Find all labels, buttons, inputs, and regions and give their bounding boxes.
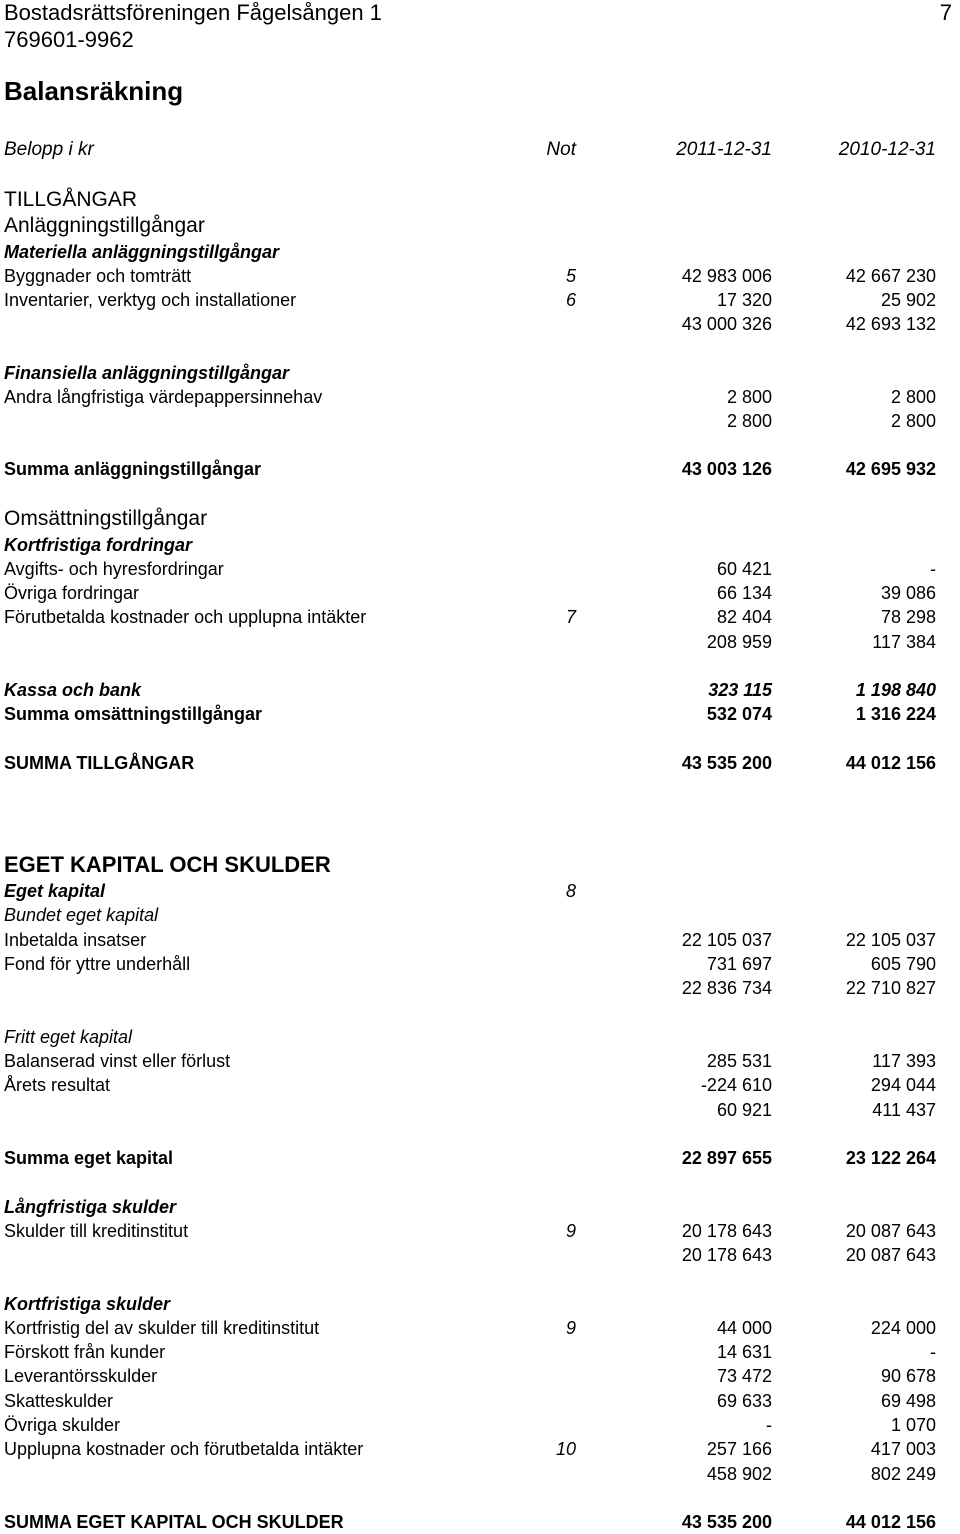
- row-label: Avgifts- och hyresfordringar: [4, 559, 224, 579]
- table-row: [0, 1146, 960, 1170]
- value-2010: 2 800: [890, 387, 936, 407]
- value-2011: 257 166: [706, 1439, 772, 1459]
- row-label: Skatteskulder: [4, 1391, 114, 1411]
- row-label: Balanserad vinst eller förlust: [4, 1051, 231, 1071]
- value-2011: -: [766, 1415, 772, 1435]
- value-2010: 20 087 643: [845, 1221, 936, 1241]
- value-2011: 323 115: [708, 680, 772, 700]
- table-row: [0, 928, 960, 952]
- table-row: [0, 605, 960, 629]
- value-2010: 411 437: [872, 1100, 936, 1120]
- organization-name: Bostadsrättsföreningen Fågelsången 1: [4, 0, 382, 25]
- row-label: Anläggningstillgångar: [4, 214, 205, 237]
- value-2011: 69 633: [716, 1391, 772, 1411]
- table-row: [0, 188, 960, 212]
- note-ref: 9: [565, 1318, 576, 1338]
- table-row: [0, 361, 960, 385]
- value-2010: 2010-12-31: [838, 139, 936, 160]
- note-ref: 6: [565, 290, 576, 310]
- row-label: Belopp i kr: [4, 139, 94, 160]
- value-2010: 22 105 037: [845, 930, 936, 950]
- table-row: [0, 240, 960, 264]
- table-row: [0, 879, 960, 903]
- value-2011: 42 983 006: [681, 266, 772, 286]
- value-2011: 731 697: [706, 954, 772, 974]
- row-label: Förutbetalda kostnader och upplupna intäkter: [4, 607, 367, 627]
- value-2011: 20 178 643: [681, 1221, 772, 1241]
- note-ref: Not: [546, 139, 576, 160]
- page-title: Balansräkning: [4, 76, 184, 106]
- note-ref: 10: [555, 1439, 576, 1459]
- value-2011: -224 610: [700, 1075, 772, 1095]
- table-row: [0, 288, 960, 312]
- value-2010: 90 678: [880, 1366, 936, 1386]
- table-row: [0, 751, 960, 775]
- value-2010: -: [930, 559, 936, 579]
- table-row: [0, 702, 960, 726]
- table-row: [0, 1073, 960, 1097]
- row-label: Kortfristiga fordringar: [4, 535, 193, 555]
- row-label: Övriga fordringar: [4, 583, 140, 603]
- value-2010: 224 000: [870, 1318, 936, 1338]
- table-row: [0, 507, 960, 531]
- table-row: [0, 1389, 960, 1413]
- row-label: Årets resultat: [4, 1075, 111, 1095]
- table-row: [0, 853, 960, 877]
- table-row: [0, 1413, 960, 1437]
- table-row: [0, 533, 960, 557]
- table-row: [0, 264, 960, 288]
- table-row: [0, 1049, 960, 1073]
- value-2011: 2 800: [726, 387, 772, 407]
- table-row: [0, 1462, 960, 1486]
- value-2011: 458 902: [706, 1464, 772, 1484]
- value-2010: 69 498: [880, 1391, 936, 1411]
- value-2011: 22 105 037: [681, 930, 772, 950]
- value-2011: 20 178 643: [681, 1245, 772, 1265]
- note-ref: 8: [565, 881, 576, 901]
- row-label: Skulder till kreditinstitut: [4, 1221, 189, 1241]
- value-2011: 44 000: [716, 1318, 772, 1338]
- table-row: [0, 1243, 960, 1267]
- row-label: Fritt eget kapital: [4, 1027, 133, 1047]
- value-2011: 43 000 326: [681, 314, 772, 334]
- page-number: 7: [939, 0, 952, 25]
- table-row: [0, 1292, 960, 1316]
- value-2010: 44 012 156: [845, 1512, 936, 1532]
- organization-number: 769601-9962: [4, 27, 134, 52]
- value-2011: 43 003 126: [681, 459, 772, 479]
- value-2011: 285 531: [706, 1051, 772, 1071]
- value-2010: 25 902: [880, 290, 936, 310]
- table-row: [0, 557, 960, 581]
- note-ref: 7: [565, 607, 576, 627]
- row-label: Finansiella anläggningstillgångar: [4, 363, 290, 383]
- table-row: [0, 952, 960, 976]
- value-2010: 2 800: [890, 411, 936, 431]
- table-row: [0, 976, 960, 1000]
- table-row: [0, 1316, 960, 1340]
- value-2011: 66 134: [716, 583, 772, 603]
- value-2011: 2 800: [726, 411, 772, 431]
- table-row: [0, 1025, 960, 1049]
- value-2010: 23 122 264: [845, 1148, 936, 1168]
- value-2011: 43 535 200: [681, 1512, 772, 1532]
- row-label: Upplupna kostnader och förutbetalda intäkter: [4, 1439, 364, 1459]
- table-row: [0, 214, 960, 238]
- table-row: [0, 630, 960, 654]
- value-2010: 42 667 230: [845, 266, 936, 286]
- row-label: Inventarier, verktyg och installationer: [4, 290, 297, 310]
- value-2011: 208 959: [706, 632, 772, 652]
- table-row: [0, 1364, 960, 1388]
- value-2011: 532 074: [706, 704, 772, 724]
- column-header-row: [0, 138, 960, 162]
- value-2011: 22 836 734: [681, 978, 772, 998]
- table-row: [0, 678, 960, 702]
- table-row: [0, 385, 960, 409]
- value-2010: 22 710 827: [845, 978, 936, 998]
- value-2011: 60 921: [716, 1100, 772, 1120]
- table-row: [0, 457, 960, 481]
- table-row: [0, 903, 960, 927]
- value-2010: 39 086: [880, 583, 936, 603]
- value-2010: 117 393: [872, 1051, 936, 1071]
- value-2011: 22 897 655: [681, 1148, 772, 1168]
- value-2010: 802 249: [870, 1464, 936, 1484]
- value-2010: 1 316 224: [855, 704, 936, 724]
- table-row: [0, 312, 960, 336]
- value-2011: 43 535 200: [681, 753, 772, 773]
- row-label: SUMMA TILLGÅNGAR: [4, 753, 195, 773]
- row-label: Bundet eget kapital: [4, 905, 159, 925]
- row-label: Omsättningstillgångar: [4, 507, 208, 530]
- value-2010: 42 695 932: [845, 459, 936, 479]
- row-label: Inbetalda insatser: [4, 930, 147, 950]
- note-ref: 9: [565, 1221, 576, 1241]
- row-label: SUMMA EGET KAPITAL OCH SKULDER: [4, 1512, 344, 1532]
- row-label: Eget kapital: [4, 881, 106, 901]
- value-2011: 82 404: [716, 607, 772, 627]
- value-2011: 14 631: [716, 1342, 772, 1362]
- row-label: Förskott från kunder: [4, 1342, 166, 1362]
- table-row: [0, 1098, 960, 1122]
- row-label: Kortfristiga skulder: [4, 1294, 171, 1314]
- value-2010: 20 087 643: [845, 1245, 936, 1265]
- value-2011: 2011-12-31: [676, 139, 772, 160]
- value-2010: 417 003: [870, 1439, 936, 1459]
- note-ref: 5: [565, 266, 576, 286]
- value-2011: 73 472: [716, 1366, 772, 1386]
- row-label: Långfristiga skulder: [4, 1197, 177, 1217]
- value-2010: 1 070: [890, 1415, 936, 1435]
- table-row: [0, 1437, 960, 1461]
- row-label: Andra långfristiga värdepappersinnehav: [4, 387, 323, 407]
- row-label: Leverantörsskulder: [4, 1366, 158, 1386]
- value-2010: 605 790: [870, 954, 936, 974]
- value-2010: 117 384: [872, 632, 936, 652]
- row-label: Fond för yttre underhåll: [4, 954, 191, 974]
- row-label: Summa omsättningstillgångar: [4, 704, 263, 724]
- row-label: Summa anläggningstillgångar: [4, 459, 262, 479]
- value-2010: 294 044: [870, 1075, 936, 1095]
- row-label: Summa eget kapital: [4, 1148, 174, 1168]
- table-row: [0, 1195, 960, 1219]
- value-2011: 17 320: [716, 290, 772, 310]
- value-2010: 42 693 132: [845, 314, 936, 334]
- row-label: Kortfristig del av skulder till kreditinstitut: [4, 1318, 320, 1338]
- table-row: [0, 581, 960, 605]
- table-row: [0, 1510, 960, 1534]
- row-label: Materiella anläggningstillgångar: [4, 242, 280, 262]
- row-label: Övriga skulder: [4, 1415, 121, 1435]
- value-2010: -: [930, 1342, 936, 1362]
- row-label: EGET KAPITAL OCH SKULDER: [4, 852, 331, 877]
- value-2011: 60 421: [716, 559, 772, 579]
- value-2010: 78 298: [880, 607, 936, 627]
- row-label: TILLGÅNGAR: [4, 188, 138, 211]
- table-row: [0, 1219, 960, 1243]
- table-row: [0, 409, 960, 433]
- table-row: [0, 1340, 960, 1364]
- row-label: Kassa och bank: [4, 680, 142, 700]
- value-2010: 44 012 156: [845, 753, 936, 773]
- row-label: Byggnader och tomträtt: [4, 266, 192, 286]
- value-2010: 1 198 840: [855, 680, 936, 700]
